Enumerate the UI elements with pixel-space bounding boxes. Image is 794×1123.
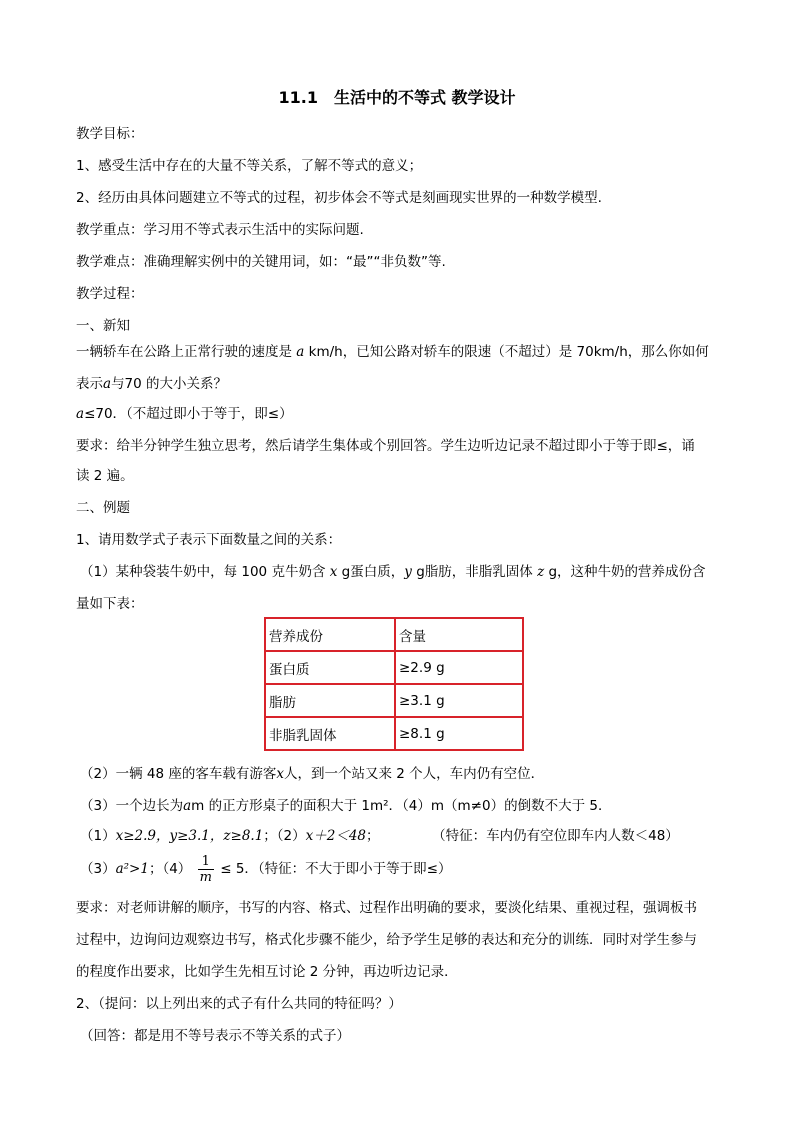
intro-text-a: 一辆轿车在公路上正常行驶的速度是 (76, 344, 292, 360)
goal-1: 1、感受生活中存在的大量不等关系，了解不等式的意义； (76, 158, 423, 174)
ans-expr-2: x＋2＜48 (305, 828, 367, 844)
table-header-cell: 营养成份 (265, 618, 395, 651)
goal-2: 2、经历由具体问题建立不等式的过程，初步体会不等式是刻画现实世界的一种数学模型. (76, 190, 602, 206)
var-z: z (537, 564, 545, 580)
table-cell: ≥2.9 g (395, 651, 523, 684)
bus-problem (80, 764, 730, 784)
answers-line-2 (80, 852, 730, 886)
question-2: 2、（提问：以上列出来的式子有什么共同的特征吗？） (76, 996, 402, 1012)
key-point: 教学重点：学习用不等式表示生活中的实际问题. (76, 222, 364, 238)
table-row (265, 684, 523, 717)
var-y: y (404, 564, 412, 580)
difficulty: 教学难点：准确理解实例中的关键用词，如：“最”“非负数”等. (76, 254, 446, 270)
goals-heading: 教学目标： (76, 126, 144, 142)
intro-text-d: 与70 的大小关系？ (111, 376, 228, 392)
answers-line-1 (80, 826, 730, 846)
table-cell: 脂肪 (265, 684, 395, 717)
table-row (265, 717, 523, 750)
square-text-a: （3）一个边长为 (80, 798, 184, 814)
ans2-text-c: ；（4） (148, 861, 192, 877)
ans2-text-a: （3） (80, 861, 116, 877)
milk-text-b: g蛋白质， (341, 564, 405, 580)
milk-line-2: 量如下表： (76, 596, 144, 612)
table-cell: 蛋白质 (265, 651, 395, 684)
requirement-2-line-3: 的程度作出要求，比如学生先相互讨论 2 分钟，再边听边记录． (76, 964, 458, 980)
ans2-text-d: ≤ 5．（特征：不大于即小于等于即≤） (220, 861, 452, 877)
bus-text-b: 人，到一个站又来 2 个人，车内仍有空位． (283, 766, 545, 782)
table-header-row (265, 618, 523, 651)
intro-text-b: km/h，已知公路对轿车的限速（不超过）是 70km/h，那么你如何 (308, 344, 709, 360)
var-a-2: a (103, 376, 112, 392)
ans-text-a: （1） (80, 828, 116, 844)
answer-1-text: ≤70．（不超过即小于等于，即≤） (84, 406, 293, 422)
var-x-bus: x (276, 766, 284, 782)
example-1: 1、请用数学式子表示下面数量之间的关系： (76, 532, 342, 548)
ans-feature-1: （特征：车内仍有空位即车内人数＜48） (432, 828, 679, 844)
square-text-b: m 的正方形桌子的面积大于 1m²．（4）m（m≠0）的倒数不大于 5． (191, 798, 612, 814)
intro-line-2 (76, 374, 726, 394)
ans-expr-1: x≥2.9，y≥3.1，z≥8.1 (115, 828, 264, 844)
intro-text-c: 表示 (76, 376, 103, 392)
square-problem (80, 796, 730, 816)
bus-text-a: （2）一辆 48 座的客车载有游客 (80, 766, 277, 782)
ans-text-e: ； (366, 828, 380, 844)
table-cell: 非脂乳固体 (265, 717, 395, 750)
requirement-2-line-1: 要求：对老师讲解的顺序，书写的内容、格式、过程作出明确的要求，要淡化结果、重视过程，强调板书 (76, 900, 697, 916)
fraction-numerator: 1 (198, 854, 214, 870)
table-cell: ≥8.1 g (395, 717, 523, 750)
document-title: 11.1 生活中的不等式 教学设计 (278, 88, 516, 107)
milk-text-c: g脂肪，非脂乳固体 (416, 564, 533, 580)
process-heading: 教学过程： (76, 286, 144, 302)
var-a: a (296, 344, 305, 360)
requirement-1-line-2: 读 2 遍。 (76, 468, 134, 484)
requirement-1-line-1: 要求：给半分钟学生独立思考，然后请学生集体或个别回答。学生边听边记录不超过即小于等于即≤，诵 (76, 438, 695, 454)
intro-line-1 (76, 342, 726, 362)
requirement-2-line-2: 过程中，边询问边观察边书写，格式化步骤不能少，给予学生足够的表达和充分的训练．同时对学生参与 (76, 932, 697, 948)
fraction-denominator: m (199, 869, 212, 885)
section-examples: 二、例题 (76, 500, 130, 516)
var-x: x (329, 564, 338, 580)
milk-line-1 (80, 562, 730, 582)
table-row (265, 651, 523, 684)
milk-text-a: （1）某种袋装牛奶中，每 100 克牛奶含 (80, 564, 326, 580)
var-a-square: a (183, 798, 192, 814)
answer-2: （回答：都是用不等号表示不等关系的式子） (80, 1028, 350, 1044)
answer-1 (76, 404, 726, 424)
ans2-expr-1: a²>1 (115, 861, 149, 877)
table-header-cell: 含量 (395, 618, 523, 651)
fraction-1-over-m (198, 854, 214, 885)
table-cell: ≥3.1 g (395, 684, 523, 717)
section-new-knowledge: 一、新知 (76, 318, 130, 334)
var-a-3: a (76, 406, 85, 422)
ans-text-c: ；（2） (263, 828, 306, 844)
nutrition-table (264, 617, 524, 751)
milk-text-d: g，这种牛奶的营养成份含 (548, 564, 706, 580)
